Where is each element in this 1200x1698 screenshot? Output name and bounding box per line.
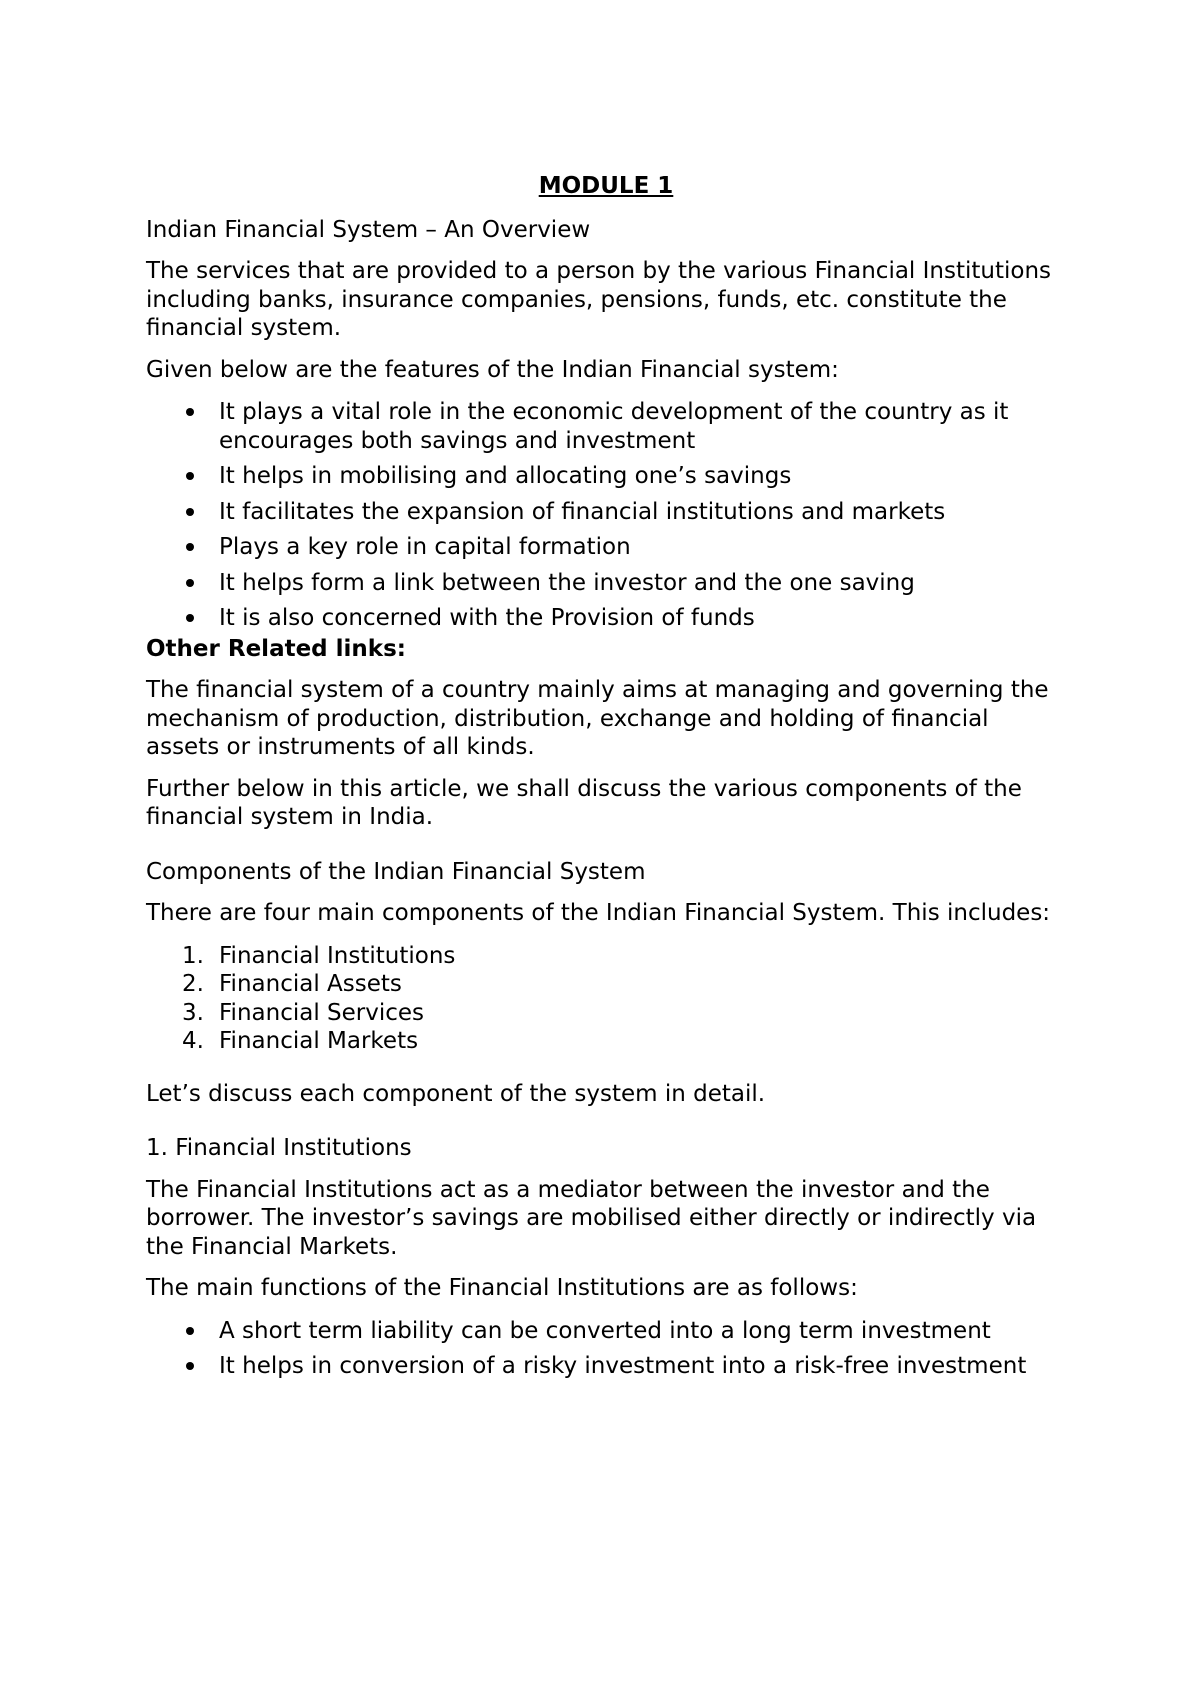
list-item <box>146 942 1066 971</box>
discuss-paragraph: Let’s discuss each component of the system in detail. <box>146 1080 766 1107</box>
list-item-text: It facilitates the expansion of financial institutions and markets <box>219 498 946 525</box>
list-number: 3. <box>182 999 204 1026</box>
list-item-text: It is also concerned with the Provision of funds <box>219 605 755 631</box>
features-list <box>146 398 1066 633</box>
list-item-text: It helps form a link between the investor and the one saving <box>219 569 915 596</box>
components-heading: Components of the Indian Financial System <box>146 858 646 885</box>
bullet-icon <box>186 1362 194 1370</box>
bullet-icon <box>186 579 194 587</box>
bullet-icon <box>186 543 194 551</box>
bullet-icon <box>186 614 194 622</box>
further-paragraph: Further below in this article, we shall discuss the various components of the financial system in India. <box>146 775 1022 830</box>
list-item <box>146 970 1066 999</box>
list-item <box>146 462 1066 491</box>
list-item <box>146 1352 1066 1381</box>
institutions-paragraph: The Financial Institutions act as a mediator between the investor and the borrower. The investor’s savings are mobilised either directly or indirectly via the Financial Markets. <box>146 1176 1037 1260</box>
features-intro: Given below are the features of the Indian Financial system: <box>146 356 839 383</box>
list-item <box>146 569 1066 598</box>
list-item <box>146 999 1066 1028</box>
institutions-heading: 1. Financial Institutions <box>146 1135 412 1161</box>
list-number: 4. <box>182 1028 204 1054</box>
functions-list <box>146 1317 1066 1381</box>
aim-paragraph: The financial system of a country mainly aims at managing and governing the mechanism of production, distribution, exchange and holding of financial assets or instruments of all kinds. <box>146 677 1049 760</box>
list-item-text: A short term liability can be converted into a long term investment <box>219 1317 991 1344</box>
intro-paragraph: The services that are provided to a person by the various Financial Institutions including banks, insurance companies, pensions, funds, etc. constitute the financial system. <box>146 258 1052 341</box>
document-body <box>146 172 1066 1388</box>
bullet-icon <box>186 1327 194 1335</box>
module-title: MODULE 1 <box>538 173 674 199</box>
list-item-text: It helps in conversion of a risky investment into a risk-free investment <box>219 1353 1027 1379</box>
list-item-text: Financial Services <box>219 999 425 1026</box>
list-number: 2. <box>182 971 204 997</box>
list-item-text: Financial Assets <box>219 971 402 997</box>
list-item-text: Plays a key role in capital formation <box>219 534 631 560</box>
components-intro: There are four main components of the Indian Financial System. This includes: <box>146 900 1051 926</box>
bullet-icon <box>186 508 194 516</box>
bullet-icon <box>186 472 194 480</box>
functions-intro: The main functions of the Financial Institutions are as follows: <box>146 1275 858 1301</box>
list-item-text: Financial Markets <box>219 1028 419 1054</box>
list-number: 1. <box>182 942 204 969</box>
related-links-heading: Other Related links: <box>146 635 406 662</box>
list-item-text: It plays a vital role in the economic development of the country as it encourages both savings and investment <box>219 399 1009 454</box>
list-item <box>146 1027 1066 1056</box>
list-item <box>146 1317 1066 1346</box>
list-item <box>146 398 1066 455</box>
overview-heading: Indian Financial System – An Overview <box>146 216 591 243</box>
list-item-text: It helps in mobilising and allocating one’s savings <box>219 463 792 489</box>
list-item <box>146 533 1066 562</box>
list-item-text: Financial Institutions <box>219 942 456 969</box>
list-item <box>146 604 1066 633</box>
components-list <box>146 942 1066 1056</box>
bullet-icon <box>186 408 194 416</box>
list-item <box>146 498 1066 527</box>
